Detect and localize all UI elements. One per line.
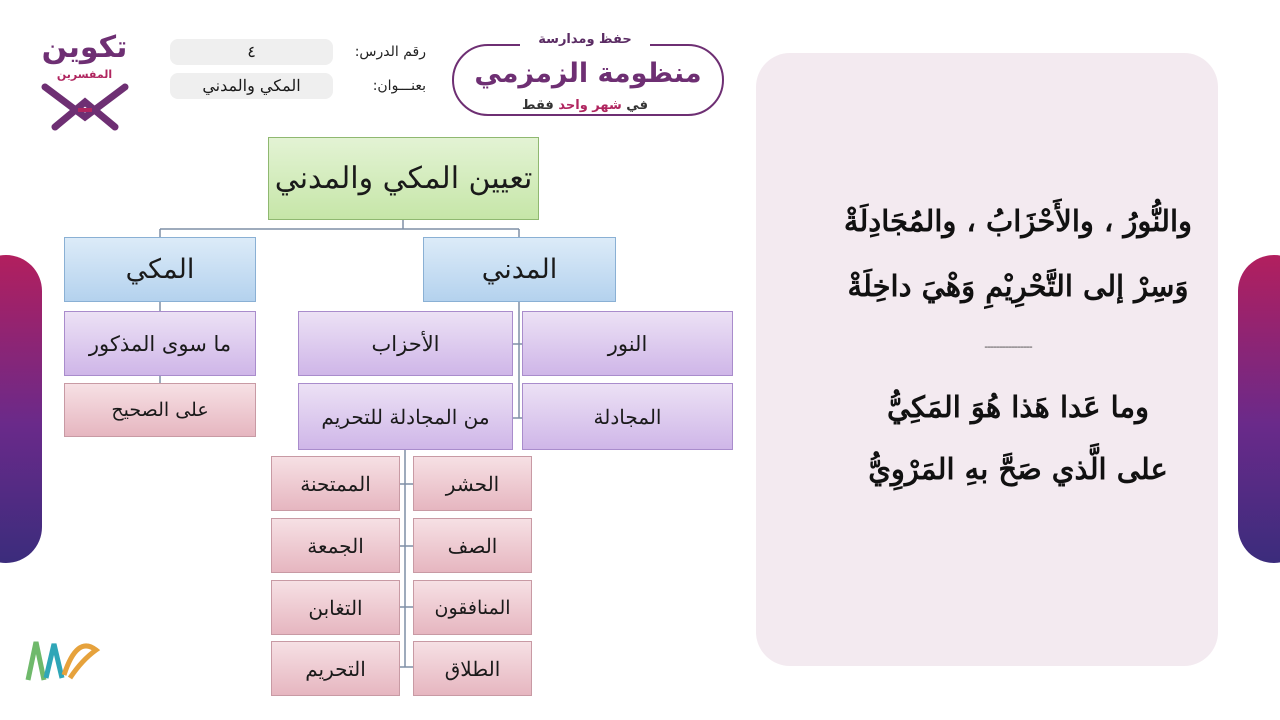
badge-bottom-highlight: شهر واحد — [558, 98, 622, 113]
madani-item-nur: النور — [522, 311, 733, 376]
surah-talaq: الطلاق — [413, 641, 532, 696]
badge-main-title: منظومة الزمزمي — [474, 58, 702, 89]
poem-line-3: وما عَدا هَذا هُوَ المَكِيُّ — [886, 390, 1150, 424]
lesson-title-value: المكي والمدني — [170, 73, 333, 99]
surah-tahrim: التحريم — [271, 641, 400, 696]
surah-mumtahana: الممتحنة — [271, 456, 400, 511]
root-node: تعيين المكي والمدني — [268, 137, 539, 220]
madani-item-range: من المجادلة للتحريم — [298, 383, 513, 450]
logo-subtitle: المفسرين — [56, 68, 113, 81]
surah-jumua: الجمعة — [271, 518, 400, 573]
poem-separator: ---------------- — [984, 340, 1032, 353]
poem-line-2: وَسِرْ إلى التَّحْرِيْمِ وَهْيَ داخِلَةْ — [847, 269, 1189, 303]
lesson-title-label: بعنـــوان: — [372, 78, 426, 94]
badge-top-text: حفظ ومدارسة — [520, 32, 650, 47]
badge-bottom-pre: في — [626, 98, 648, 113]
lesson-number-value: ٤ — [170, 39, 333, 65]
madani-node: المدني — [423, 237, 616, 302]
surah-saff: الصف — [413, 518, 532, 573]
lesson-number-label: رقم الدرس: — [354, 44, 426, 60]
poem-panel — [756, 53, 1218, 666]
logo-title: تكوين — [41, 30, 128, 65]
makki-item-other: ما سوى المذكور — [64, 311, 256, 376]
makki-item-correct: على الصحيح — [64, 383, 256, 437]
makki-node: المكي — [64, 237, 256, 302]
poem-line-1: والنُّورُ ، والأَحْزَابُ ، والمُجَادِلَةْ — [843, 204, 1193, 238]
surah-hashr: الحشر — [413, 456, 532, 511]
madani-item-ahzab: الأحزاب — [298, 311, 513, 376]
madani-item-mujadala: المجادلة — [522, 383, 733, 450]
poem-line-4: على الَّذي صَحَّ بهِ المَرْوِيُّ — [868, 452, 1168, 486]
surah-munafiqun: المنافقون — [413, 580, 532, 635]
badge-bottom-post: فقط — [522, 98, 554, 113]
surah-taghabun: التغابن — [271, 580, 400, 635]
